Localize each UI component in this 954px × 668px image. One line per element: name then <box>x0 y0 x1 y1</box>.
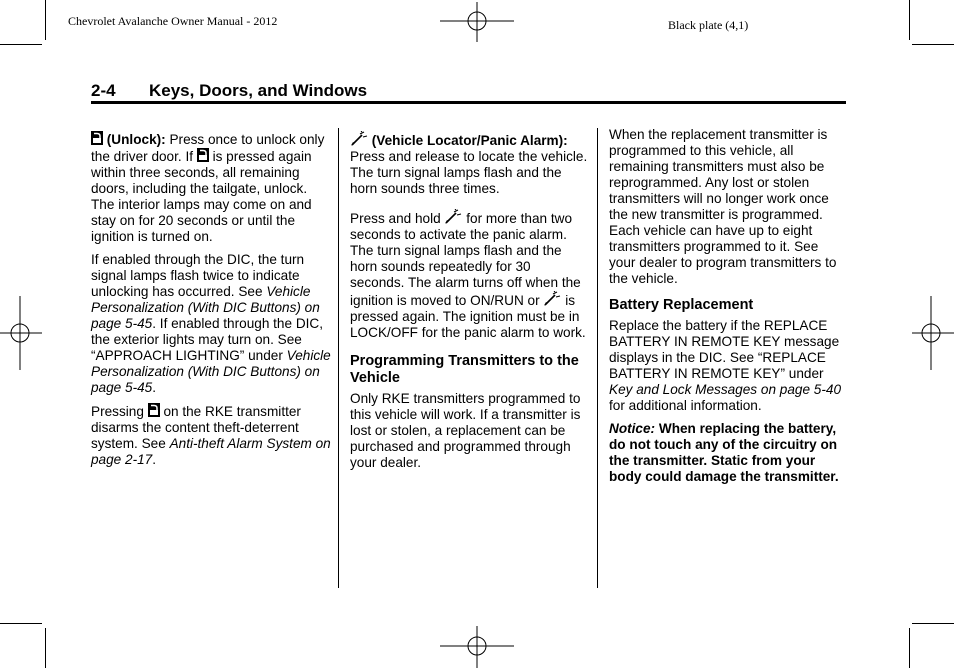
panic-paragraph <box>350 209 588 341</box>
locator-text: Press and release to locate the vehicle. The turn signal lamps flash and the horn sounds three times. <box>350 149 588 196</box>
panic-text: is pressed again. The ignition must be in LOCK/OFF for the panic alarm to work. <box>350 293 586 340</box>
unlock-text: is pressed again within three seconds, all remaining doors, including the tailgate, unlock. The interior lamps may come on and stay on for 20 seconds or until the ignition is turned on. <box>91 149 312 244</box>
replacement-paragraph: When the replacement transmitter is programmed to this vehicle, all remaining transmitters must also be reprogrammed. Any lost or stolen transmitters will no longer work once the new transmitter is programmed. Each vehicle can have up to eight transmitters programmed to it. See your dealer to program transmitters to the vehicle. <box>609 127 837 286</box>
section-number: 2-4 <box>91 81 116 100</box>
crop-mark <box>0 44 42 45</box>
dic-paragraph <box>91 252 331 396</box>
column-2 <box>350 131 588 478</box>
dic-text: . If enabled through the DIC, the exterior lights may turn on. See “APPROACH LIGHTING” under <box>91 316 324 363</box>
crop-mark <box>912 44 954 45</box>
cross-reference-link[interactable]: Vehicle Personalization (With DIC Buttons) on page 5-45 <box>91 284 320 331</box>
locator-paragraph <box>350 131 588 197</box>
padlock-unlock-icon <box>197 148 209 162</box>
section-heading <box>91 81 367 101</box>
crop-mark <box>0 623 42 624</box>
crop-mark <box>909 628 910 668</box>
registration-mark-icon <box>912 296 954 370</box>
notice-label: Notice: <box>609 421 656 436</box>
battery-paragraph <box>609 318 847 414</box>
battery-text: Replace the battery if the REPLACE BATTERY IN REMOTE KEY message displays in the DIC. See “REPLACE BATTERY IN REMOTE KEY” under <box>609 318 840 381</box>
padlock-unlock-icon <box>148 403 160 417</box>
battery-heading: Battery Replacement <box>609 297 754 313</box>
locator-label: (Vehicle Locator/Panic Alarm): <box>371 133 568 148</box>
cross-reference-link[interactable]: Anti-theft Alarm System on page 2-17 <box>91 436 331 467</box>
programming-heading: Programming Transmitters to the Vehicle <box>350 353 579 386</box>
panic-text: Press and hold <box>350 211 441 226</box>
unlock-paragraph <box>91 131 331 245</box>
crop-mark <box>45 0 46 40</box>
panic-text: for more than two seconds to activate the panic alarm. The turn signal lamps flash and the horn sounds repeatedly for 30 seconds. The alarm turns off when the ignition is moved to ON/RUN or <box>350 211 581 308</box>
registration-mark-icon <box>440 626 514 668</box>
column-divider <box>597 128 598 588</box>
section-rule <box>91 101 846 104</box>
dic-text: . <box>152 380 157 395</box>
dic-text: If enabled through the DIC, the turn signal lamps flash twice to indicate unlocking has occurred. See <box>91 252 305 299</box>
crop-mark <box>45 628 46 668</box>
theft-text: on the RKE transmitter disarms the content theft-deterrent system. See <box>91 404 301 451</box>
theft-paragraph <box>91 403 331 468</box>
manual-title: Chevrolet Avalanche Owner Manual - 2012 <box>68 14 278 28</box>
battery-text: for additional information. <box>609 398 762 413</box>
notice-paragraph <box>609 421 847 485</box>
column-1 <box>91 131 331 475</box>
column-divider <box>338 128 339 588</box>
section-title: Keys, Doors, and Windows <box>149 81 368 100</box>
unlock-text: Press once to unlock only the driver door. If <box>91 132 325 164</box>
cross-reference-link[interactable]: Key and Lock Messages on page 5-40 <box>609 382 842 397</box>
programming-paragraph: Only RKE transmitters programmed to this vehicle will work. If a transmitter is lost or stolen, a replacement can be purchased and programmed through your dealer. <box>350 391 581 470</box>
notice-text: When replacing the battery, do not touch any of the circuitry on the transmitter. Static from your body could damage the transmitter. <box>609 421 839 484</box>
vehicle-locator-key-icon <box>444 209 462 225</box>
padlock-unlock-icon <box>91 131 103 145</box>
theft-text: Pressing <box>91 404 144 419</box>
registration-mark-icon <box>440 2 514 42</box>
cross-reference-link[interactable]: Vehicle Personalization (With DIC Buttons) on page 5-45 <box>91 348 331 395</box>
registration-mark-icon <box>0 296 42 370</box>
vehicle-locator-key-icon <box>543 291 561 307</box>
crop-mark <box>912 623 954 624</box>
plate-label: Black plate (4,1) <box>668 18 749 32</box>
vehicle-locator-key-icon <box>350 131 368 147</box>
theft-text: . <box>152 452 157 467</box>
unlock-label: (Unlock): <box>106 132 166 147</box>
column-3 <box>609 127 847 492</box>
crop-mark <box>909 0 910 40</box>
